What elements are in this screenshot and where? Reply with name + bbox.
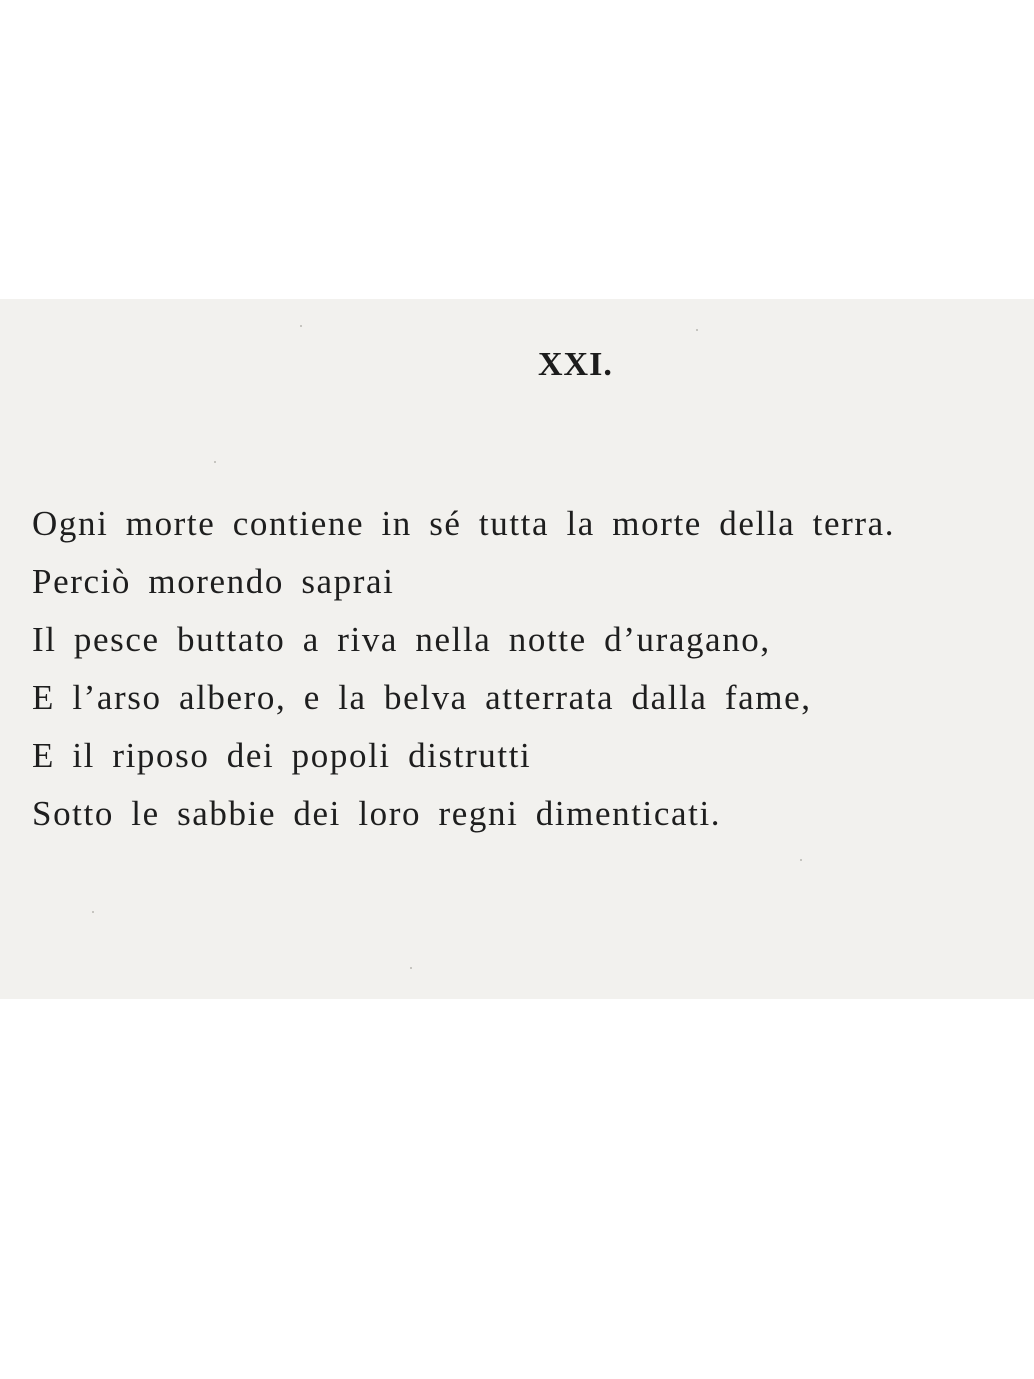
paper-speck (214, 461, 216, 463)
verse-line: E l’arso albero, e la belva atterrata dalla fame, (32, 678, 812, 717)
paper-speck (800, 859, 802, 861)
verse-line: Il pesce buttato a riva nella notte d’uragano, (32, 620, 771, 659)
verse-line: Ogni morte contiene in sé tutta la morte della terra. (32, 504, 896, 543)
paper-speck (696, 329, 698, 331)
poem-verses (32, 495, 895, 843)
poem-number: XXI. (538, 346, 613, 383)
paper-speck (410, 967, 412, 969)
paper-speck (92, 911, 94, 913)
verse-line: Sotto le sabbie dei loro regni dimenticati. (32, 794, 722, 833)
verse-line: E il riposo dei popoli distrutti (32, 736, 532, 775)
scanned-page (0, 299, 1034, 999)
paper-speck (300, 325, 302, 327)
verse-line: Perciò morendo saprai (32, 562, 395, 601)
